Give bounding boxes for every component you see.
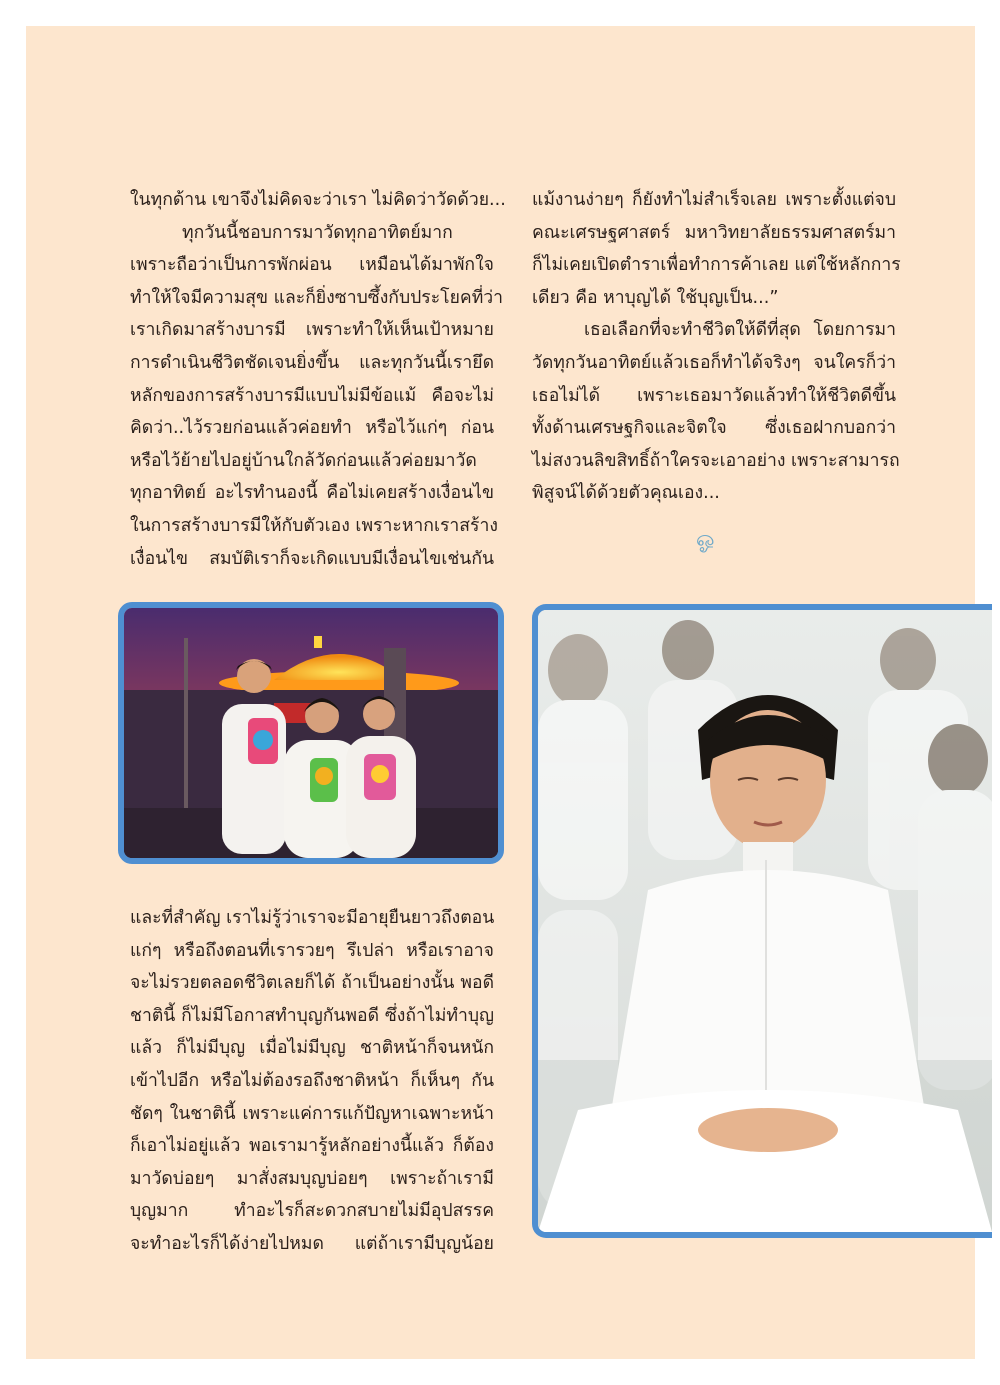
text-line: จะทำอะไรก็ได้ง่ายไปหมด แต่ถ้าเรามีบุญน้อย <box>130 1233 494 1254</box>
text-line: เข้าไปอีก หรือไม่ต้องรอถึงชาติหน้า ก็เห็นๆ กัน <box>130 1070 494 1091</box>
text-line: ทุกอาทิตย์ อะไรทำนองนี้ คือไม่เคยสร้างเงื่อนไข <box>130 483 494 504</box>
lotus-ornament-icon: ஓ <box>696 527 715 552</box>
group-photo-at-temple <box>118 602 504 864</box>
text-line: พิสูจน์ได้ด้วยตัวคุณเอง... <box>532 483 720 504</box>
text-line: ทั้งด้านเศรษฐกิจและจิตใจ ซึ่งเธอฝากบอกว่า <box>532 418 896 439</box>
text-line: ชัดๆ ในชาตินี้ เพราะแค่การแก้ปัญหาเฉพาะหน้า <box>130 1103 494 1124</box>
text-line: และที่สำคัญ เราไม่รู้ว่าเราจะมีอายุยืนยาวถึงตอน <box>130 908 495 928</box>
text-line: ไม่สงวนลิขสิทธิ์ถ้าใครจะเอาอย่าง เพราะสามารถ <box>532 450 900 471</box>
text-column-right-top <box>532 184 901 510</box>
text-line: วัดทุกวันอาทิตย์แล้วเธอก็ทำได้จริงๆ จนใครก็ว่า <box>532 352 896 373</box>
text-line: เธอเลือกที่จะทำชีวิตให้ดีที่สุด โดยการมา <box>584 320 896 341</box>
text-line: บุญมาก ทำอะไรก็สะดวกสบายไม่มีอุปสรรค <box>130 1201 494 1222</box>
text-line: ทุกวันนี้ชอบการมาวัดทุกอาทิตย์มาก <box>182 222 453 243</box>
text-column-left-top <box>130 184 506 575</box>
text-line: หรือไว้ย้ายไปอยู่บ้านใกล้วัดก่อนแล้วค่อยมาวัด <box>130 450 477 471</box>
text-line: เงื่อนไข สมบัติเราก็จะเกิดแบบมีเงื่อนไขเช่นกัน <box>130 548 494 569</box>
text-line: เพราะถือว่าเป็นการพักผ่อน เหมือนได้มาพักใจ <box>130 255 494 276</box>
text-line: ในทุกด้าน เขาจึงไม่คิดจะว่าเรา ไม่คิดว่าวัดด้วย... <box>130 190 506 210</box>
text-line: มาวัดบ่อยๆ มาสั่งสมบุญบ่อยๆ เพราะถ้าเรามี <box>130 1168 494 1189</box>
text-line: คิดว่า..ไว้รวยก่อนแล้วค่อยทำ หรือไว้แก่ๆ ก่อน <box>130 418 494 439</box>
text-line: การดำเนินชีวิตชัดเจนยิ่งขึ้น และทุกวันนี้เรายึด <box>130 352 494 373</box>
text-line: เธอไม่ได้ เพราะเธอมาวัดแล้วทำให้ชีวิตดีขึ้น <box>532 385 896 406</box>
text-line: ก็เอาไม่อยู่แล้ว พอเรามารู้หลักอย่างนี้แล้ว ก็ต้อง <box>130 1136 494 1157</box>
group-photo-illustration <box>124 608 498 858</box>
text-line: แม้งานง่ายๆ ก็ยังทำไม่สำเร็จเลย เพราะตั้งแต่จบ <box>532 190 896 210</box>
text-line: เดียว คือ หาบุญได้ ใช้บุญเป็น...” <box>532 287 779 308</box>
text-column-left-bottom <box>130 902 494 1261</box>
text-line: จะไม่รวยตลอดชีวิตเลยก็ได้ ถ้าเป็นอย่างนั้น พอดี <box>130 973 494 994</box>
page-background <box>26 26 975 1359</box>
text-line: ในการสร้างบารมีให้กับตัวเอง เพราะหากเราสร้าง <box>130 515 498 536</box>
text-line: แล้ว ก็ไม่มีบุญ เมื่อไม่มีบุญ ชาติหน้าก็จนหนัก <box>130 1038 494 1059</box>
text-line: คณะเศรษฐศาสตร์ มหาวิทยาลัยธรรมศาสตร์มา <box>532 222 896 243</box>
text-line: ก็ไม่เคยเปิดตำราเพื่อทำการค้าเลย แต่ใช้หลักการ <box>532 255 901 276</box>
text-line: แก่ๆ หรือถึงตอนที่เรารวยๆ รึเปล่า หรือเราอาจ <box>130 940 494 961</box>
text-line: หลักของการสร้างบารมีแบบไม่มีข้อแม้ คือจะไม่ <box>130 385 494 406</box>
meditation-photo-illustration <box>538 610 992 1232</box>
text-line: ชาตินี้ ก็ไม่มีโอกาสทำบุญกันพอดี ซึ่งถ้าไม่ทำบุญ <box>130 1005 494 1026</box>
meditation-photo <box>532 604 992 1238</box>
text-line: ทำให้ใจมีความสุข และก็ยิ่งซาบซึ้งกับประโยคที่ว่า <box>130 287 504 308</box>
text-line: เราเกิดมาสร้างบารมี เพราะทำให้เห็นเป้าหมาย <box>130 320 494 341</box>
